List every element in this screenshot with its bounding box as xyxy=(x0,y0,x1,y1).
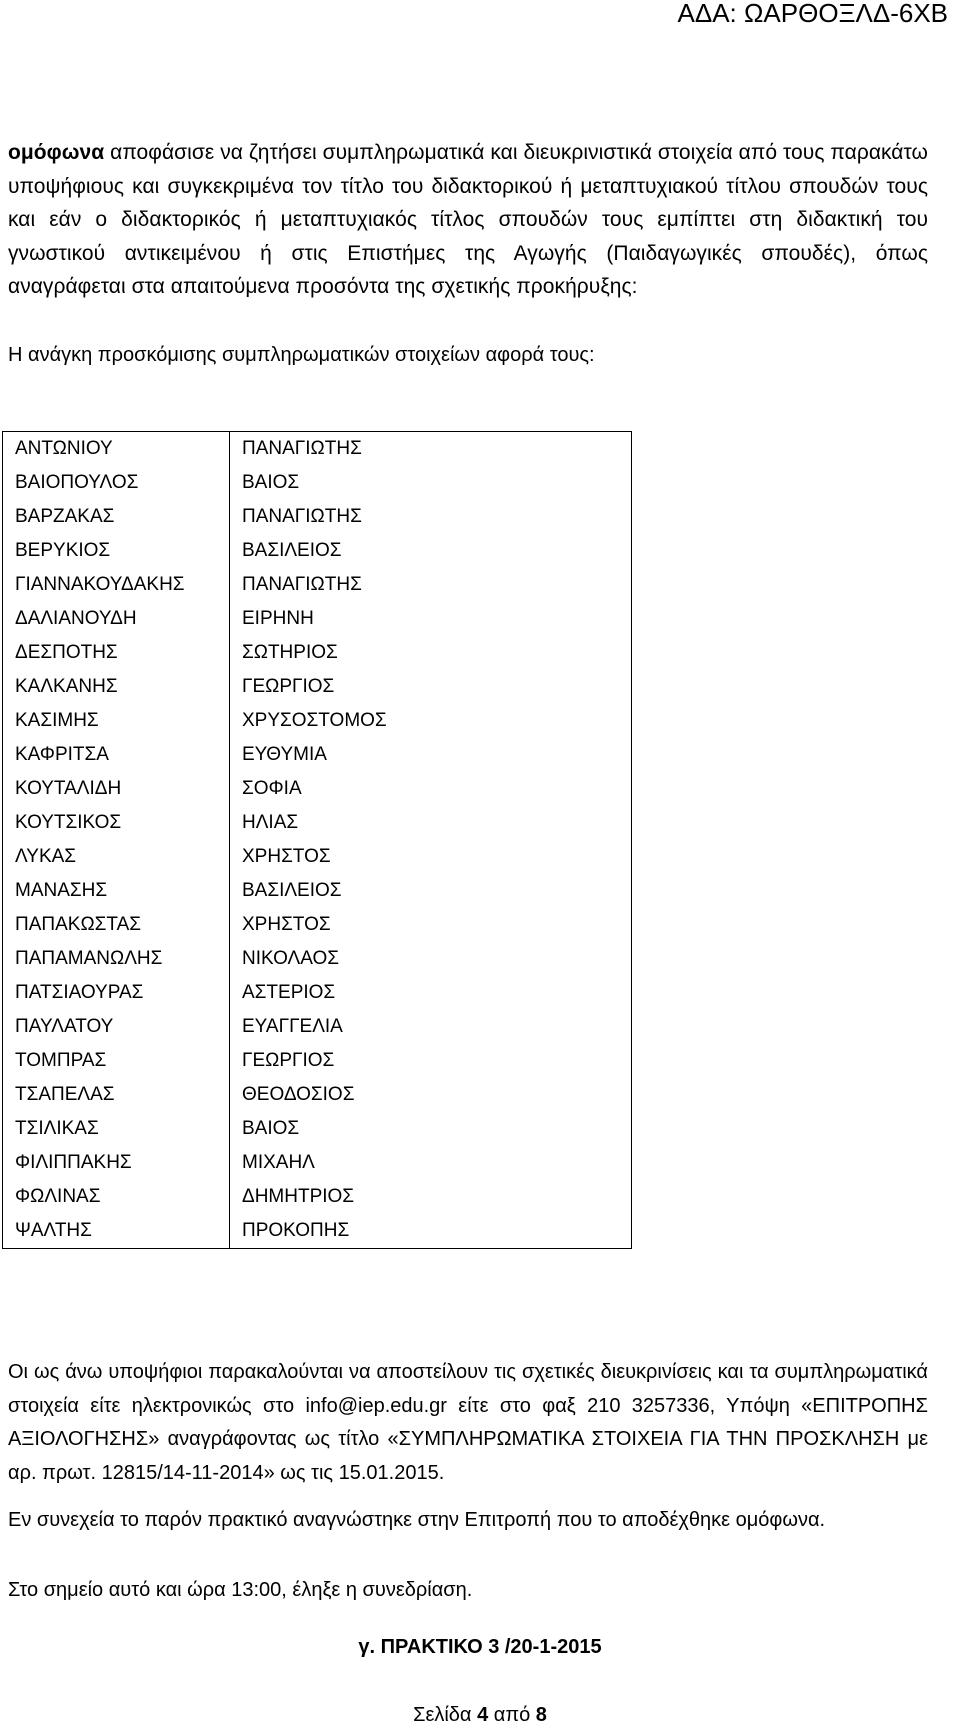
candidate-surname: ΒΑΡΖΑΚΑΣ xyxy=(3,500,230,534)
of-word: από xyxy=(493,1704,531,1726)
table-row xyxy=(3,1214,632,1249)
candidate-surname: ΜΑΝΑΣΗΣ xyxy=(3,874,230,908)
table-row xyxy=(3,636,632,670)
candidates-table xyxy=(2,431,632,1249)
table-row xyxy=(3,432,632,467)
candidate-first-name: ΜΙΧΑΗΛ xyxy=(230,1146,632,1180)
table-row xyxy=(3,976,632,1010)
section-heading: γ. ΠΡΑΚΤΙΚΟ 3 /20-1-2015 xyxy=(358,1636,602,1658)
candidate-surname: ΒΕΡΥΚΙΟΣ xyxy=(3,534,230,568)
table-row xyxy=(3,1078,632,1112)
candidate-surname: ΦΙΛΙΠΠΑΚΗΣ xyxy=(3,1146,230,1180)
table-row xyxy=(3,874,632,908)
candidate-surname: ΤΟΜΠΡΑΣ xyxy=(3,1044,230,1078)
table-row xyxy=(3,1044,632,1078)
table-row xyxy=(3,602,632,636)
candidate-surname: ΠΑΠΑΚΩΣΤΑΣ xyxy=(3,908,230,942)
table-row xyxy=(3,1146,632,1180)
candidate-first-name: ΓΕΩΡΓΙΟΣ xyxy=(230,1044,632,1078)
candidate-first-name: ΘΕΟΔΟΣΙΟΣ xyxy=(230,1078,632,1112)
table-row xyxy=(3,840,632,874)
candidate-first-name: ΕΥΑΓΓΕΛΙΑ xyxy=(230,1010,632,1044)
candidate-first-name: ΗΛΙΑΣ xyxy=(230,806,632,840)
candidate-surname: ΠΑΥΛΑΤΟΥ xyxy=(3,1010,230,1044)
decision-lead: ομόφωνα xyxy=(8,141,105,164)
page-number: 4 xyxy=(477,1704,489,1726)
table-row xyxy=(3,568,632,602)
ada-code: ΑΔΑ: ΩΑΡΘΟΞΛΔ-6ΧΒ xyxy=(677,0,948,28)
decision-text: αποφάσισε να ζητήσει συμπληρωματικά και διευκρινιστικά στοιχεία από τους παρακάτω υποψήφιους και συγκεκριμένα τον τίτλο του διδακτορικού ή μεταπτυχιακού τίτλου σπουδών τους και εάν ο διδακτορικός ή μεταπτυχιακός τίτλος σπουδών τους εμπίπτει στη διδακτική του γνωστικού αντικειμένου ή στις Επιστήμες της Αγωγής (Παιδαγωγικές σπουδές), όπως αναγράφεται στα απαιτούμενα προσόντα της σχετικής προκήρυξης: xyxy=(8,141,928,298)
table-row xyxy=(3,806,632,840)
table-row xyxy=(3,534,632,568)
candidate-surname: ΚΟΥΤΑΛΙΔΗ xyxy=(3,772,230,806)
request-paragraph: Οι ως άνω υποψήφιοι παρακαλούνται να αποστείλουν τις σχετικές διευκρινίσεις και τα συμπληρωματικά στοιχεία είτε ηλεκτρονικώς στο info@iep.edu.gr είτε στο φαξ 210 3257336, Υπόψη «ΕΠΙΤΡΟΠΗΣ ΑΞΙΟΛΟΓΗΣΗΣ» αναγράφοντας ως τίτλο «ΣΥΜΠΛΗΡΩΜΑΤΙΚΑ ΣΤΟΙΧΕΙΑ ΓΙΑ ΤΗΝ ΠΡΟΣΚΛΗΣΗ με αρ. πρωτ. 12815/14-11-2014» ως τις 15.01.2015. xyxy=(8,1361,928,1484)
candidate-surname: ΨΑΛΤΗΣ xyxy=(3,1214,230,1249)
candidate-first-name: ΧΡΥΣΟΣΤΟΜΟΣ xyxy=(230,704,632,738)
table-row xyxy=(3,500,632,534)
need-line: Η ανάγκη προσκόμισης συμπληρωματικών στοιχείων αφορά τους: xyxy=(8,344,595,366)
candidate-first-name: ΕΙΡΗΝΗ xyxy=(230,602,632,636)
candidate-surname: ΔΕΣΠΟΤΗΣ xyxy=(3,636,230,670)
candidate-surname: ΑΝΤΩΝΙΟΥ xyxy=(3,432,230,467)
approval-paragraph: Εν συνεχεία το παρόν πρακτικό αναγνώστηκε στην Επιτροπή που το αποδέχθηκε ομόφωνα. xyxy=(8,1509,826,1531)
candidate-first-name: ΠΡΟΚΟΠΗΣ xyxy=(230,1214,632,1249)
candidate-surname: ΤΣΑΠΕΛΑΣ xyxy=(3,1078,230,1112)
page-footer xyxy=(0,1700,960,1730)
candidate-first-name: ΔΗΜΗΤΡΙΟΣ xyxy=(230,1180,632,1214)
table-row xyxy=(3,1010,632,1044)
candidate-first-name: ΒΑΣΙΛΕΙΟΣ xyxy=(230,874,632,908)
candidate-first-name: ΝΙΚΟΛΑΟΣ xyxy=(230,942,632,976)
table-row xyxy=(3,466,632,500)
candidate-first-name: ΓΕΩΡΓΙΟΣ xyxy=(230,670,632,704)
table-row xyxy=(3,908,632,942)
candidate-surname: ΚΑΣΙΜΗΣ xyxy=(3,704,230,738)
table-row xyxy=(3,772,632,806)
table-row xyxy=(3,1180,632,1214)
table-row xyxy=(3,1112,632,1146)
table-row xyxy=(3,670,632,704)
candidate-surname: ΛΥΚΑΣ xyxy=(3,840,230,874)
candidate-surname: ΦΩΛΙΝΑΣ xyxy=(3,1180,230,1214)
candidate-surname: ΚΑΛΚΑΝΗΣ xyxy=(3,670,230,704)
page-word: Σελίδα xyxy=(413,1704,472,1726)
candidate-surname: ΚΟΥΤΣΙΚΟΣ xyxy=(3,806,230,840)
candidate-surname: ΓΙΑΝΝΑΚΟΥΔΑΚΗΣ xyxy=(3,568,230,602)
candidate-first-name: ΒΑΙΟΣ xyxy=(230,466,632,500)
candidate-first-name: ΧΡΗΣΤΟΣ xyxy=(230,840,632,874)
candidate-first-name: ΒΑΣΙΛΕΙΟΣ xyxy=(230,534,632,568)
table-row xyxy=(3,704,632,738)
candidate-surname: ΒΑΙΟΠΟΥΛΟΣ xyxy=(3,466,230,500)
table-row xyxy=(3,738,632,772)
decision-paragraph xyxy=(8,136,928,304)
closing-paragraph: Στο σημείο αυτό και ώρα 13:00, έληξε η συνεδρίαση. xyxy=(8,1579,473,1601)
candidate-first-name: ΒΑΙΟΣ xyxy=(230,1112,632,1146)
candidate-first-name: ΠΑΝΑΓΙΩΤΗΣ xyxy=(230,500,632,534)
candidate-first-name: ΠΑΝΑΓΙΩΤΗΣ xyxy=(230,568,632,602)
candidate-first-name: ΧΡΗΣΤΟΣ xyxy=(230,908,632,942)
candidate-surname: ΔΑΛΙΑΝΟΥΔΗ xyxy=(3,602,230,636)
candidate-surname: ΚΑΦΡΙΤΣΑ xyxy=(3,738,230,772)
candidate-surname: ΤΣΙΛΙΚΑΣ xyxy=(3,1112,230,1146)
candidate-first-name: ΑΣΤΕΡΙΟΣ xyxy=(230,976,632,1010)
total-pages: 8 xyxy=(535,1704,547,1726)
candidate-first-name: ΣΟΦΙΑ xyxy=(230,772,632,806)
candidate-first-name: ΠΑΝΑΓΙΩΤΗΣ xyxy=(230,432,632,467)
candidate-surname: ΠΑΤΣΙΑΟΥΡΑΣ xyxy=(3,976,230,1010)
table-row xyxy=(3,942,632,976)
candidate-surname: ΠΑΠΑΜΑΝΩΛΗΣ xyxy=(3,942,230,976)
candidate-first-name: ΕΥΘΥΜΙΑ xyxy=(230,738,632,772)
candidate-first-name: ΣΩΤΗΡΙΟΣ xyxy=(230,636,632,670)
